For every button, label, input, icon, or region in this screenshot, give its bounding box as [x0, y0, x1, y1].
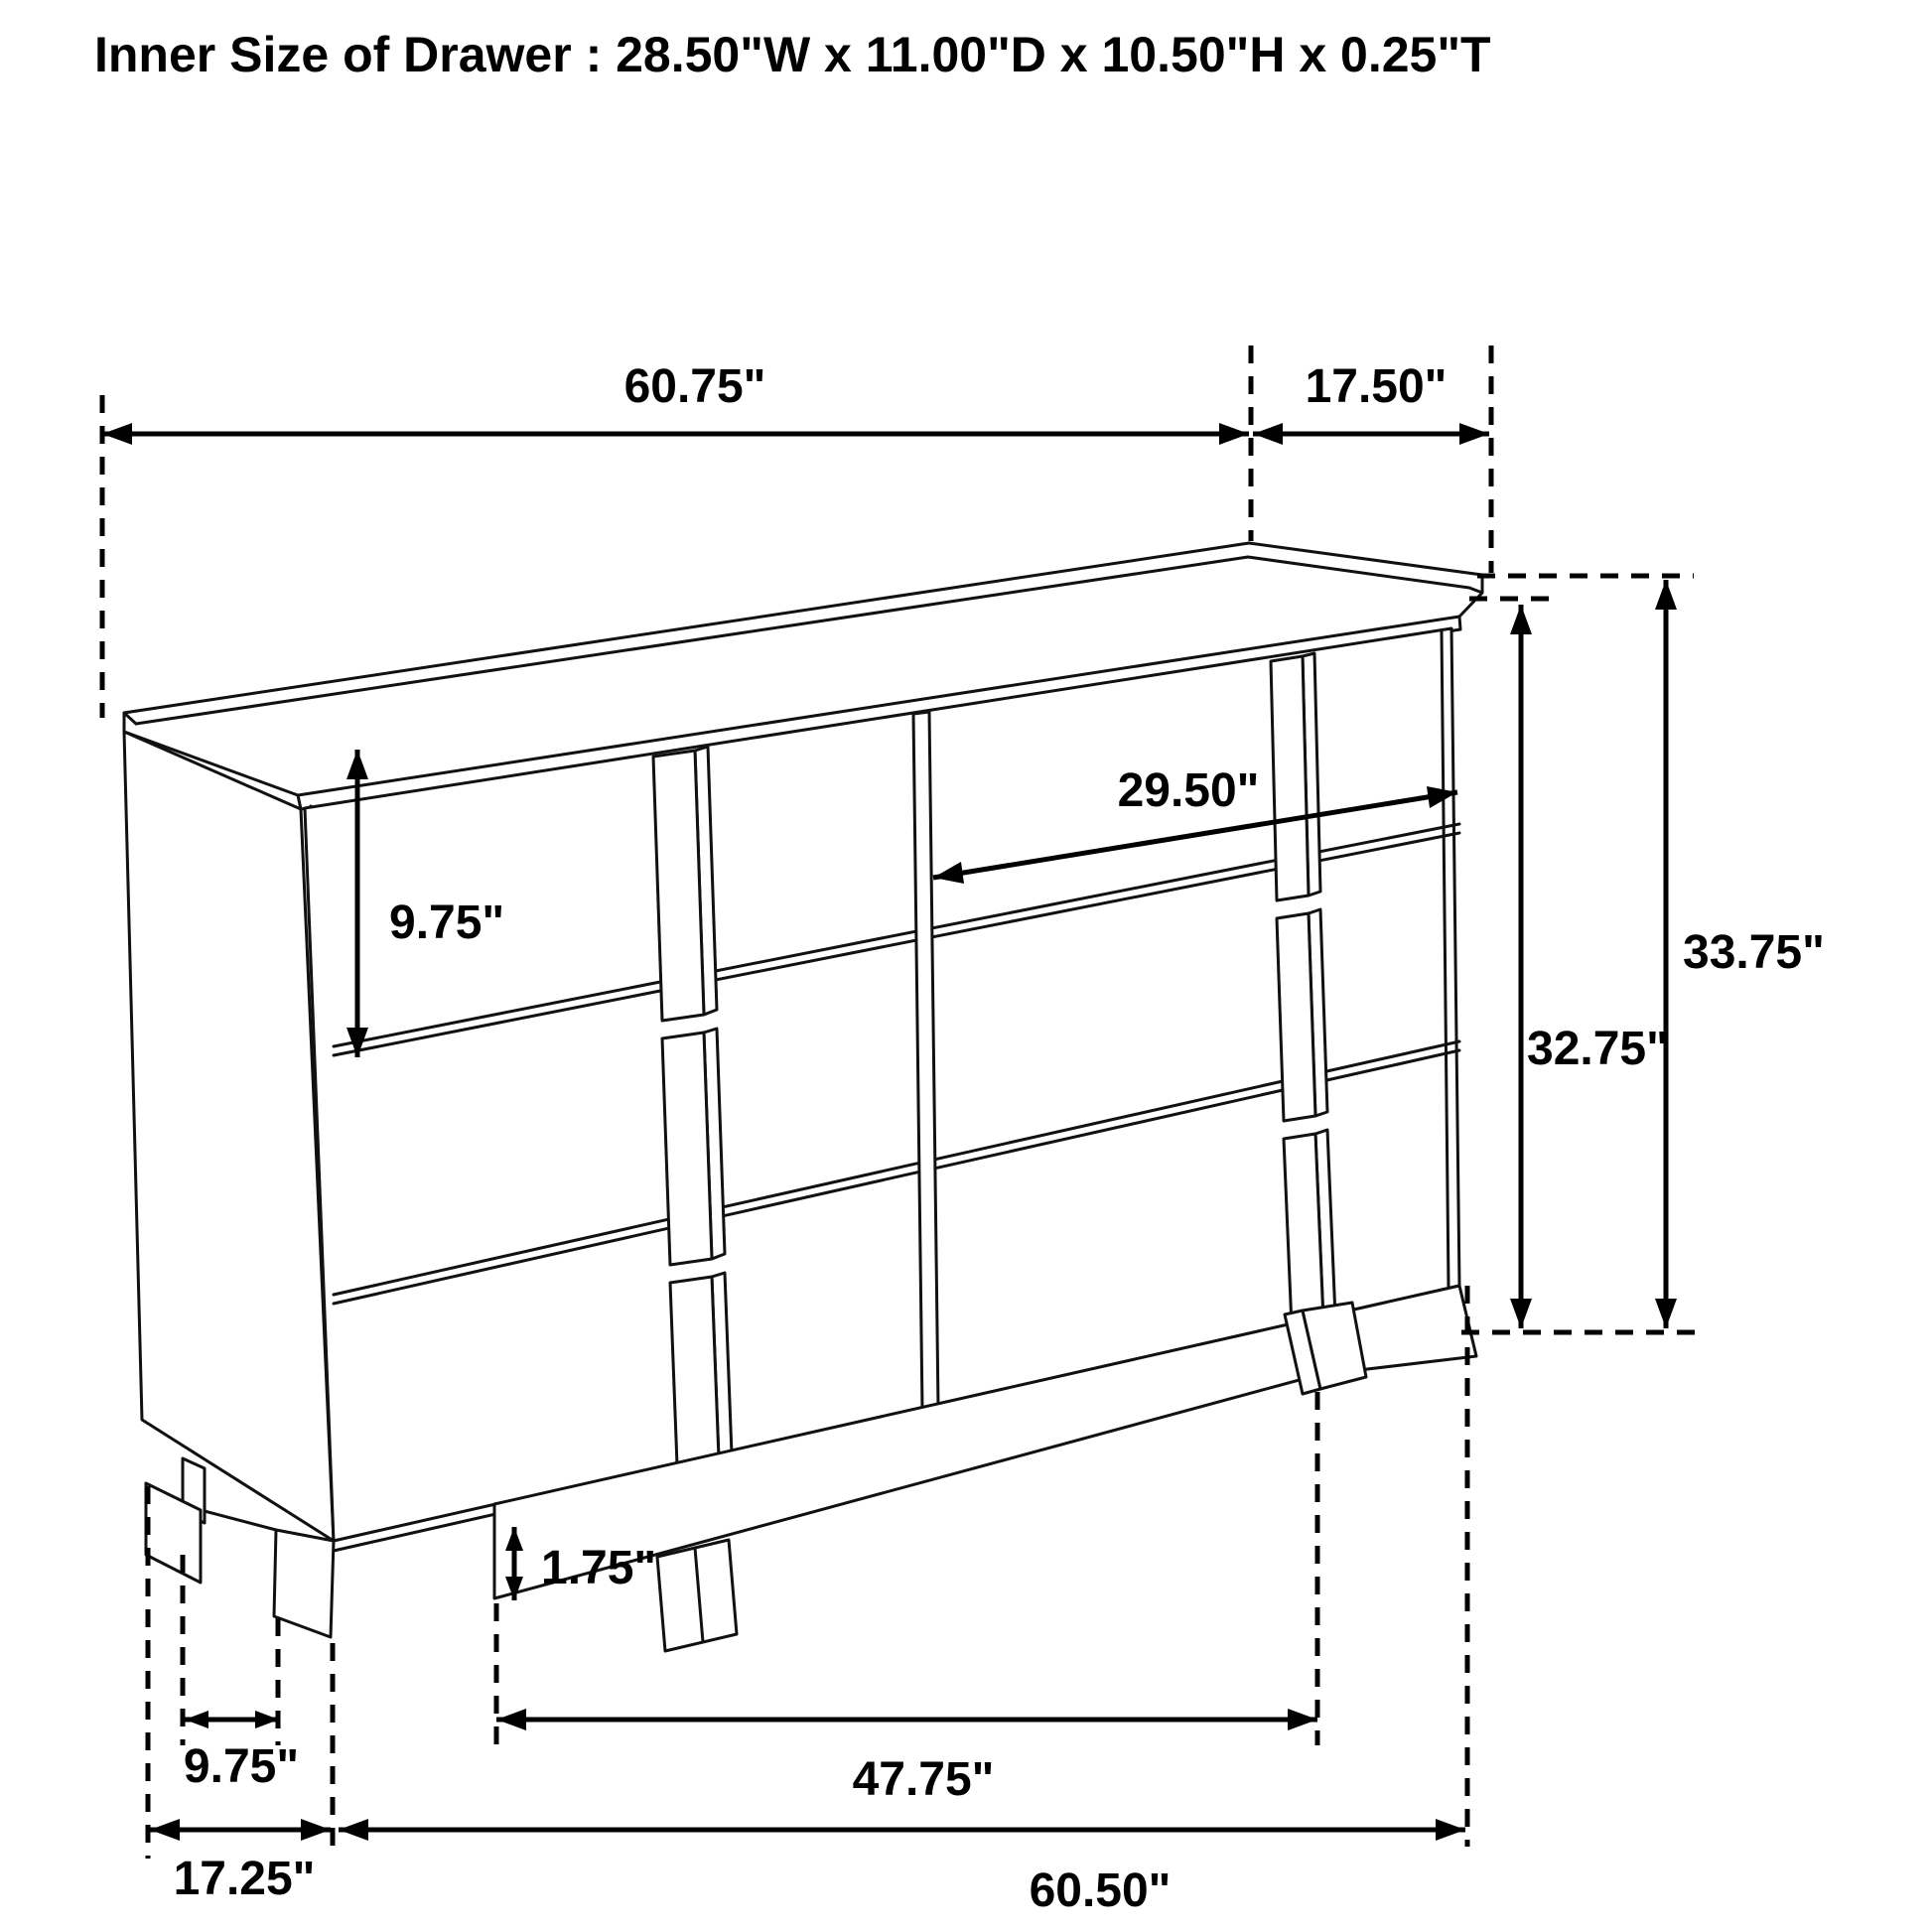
dim-label-overall-height: 33.75": [1683, 926, 1825, 979]
dim-foot-width-spacing: [496, 1709, 1317, 1806]
dim-base-depth: [150, 1819, 331, 1905]
dim-label-top-width: 60.75": [623, 360, 766, 413]
dim-base-width: [339, 1819, 1465, 1917]
dim-label-base-clearance: 1.75": [541, 1542, 657, 1594]
drawer-handle-bar-left-row2: [662, 1029, 725, 1265]
dresser-drawing: [124, 543, 1482, 1651]
dim-label-drawer-width: 29.50": [1117, 764, 1260, 817]
drawer-handle-bar-left-row1: [653, 747, 717, 1021]
base-rail-connector: [201, 1510, 276, 1530]
dim-label-base-depth: 17.25": [173, 1853, 316, 1905]
base-left-end-foot: [274, 1530, 334, 1637]
dim-overall-height: [1655, 580, 1825, 1328]
drawer-handle-bar-right-row2: [1277, 909, 1327, 1121]
dim-case-height: [1510, 605, 1669, 1328]
drawer-handle-bar-right-row1: [1271, 653, 1320, 900]
dim-label-case-height: 32.75": [1527, 1023, 1669, 1075]
dim-foot-depth-spacing: [184, 1711, 299, 1793]
left-side-panel: [124, 732, 334, 1541]
dim-label-drawer-height: 9.75": [389, 897, 505, 949]
center-left-foot: [657, 1540, 737, 1651]
drawer-handle-bar-right-row3: [1284, 1130, 1335, 1326]
dim-label-top-depth: 17.50": [1305, 360, 1448, 413]
dim-top-width: [102, 360, 1249, 445]
dim-label-foot-depth-spacing: 9.75": [183, 1740, 300, 1793]
page-title: Inner Size of Drawer : 28.50"W x 11.00"D x 10.50"H x 0.25"T: [94, 27, 1491, 82]
dim-top-depth: [1253, 360, 1489, 445]
dim-label-foot-width-spacing: 47.75": [852, 1753, 995, 1806]
dim-label-base-width: 60.50": [1029, 1864, 1172, 1917]
